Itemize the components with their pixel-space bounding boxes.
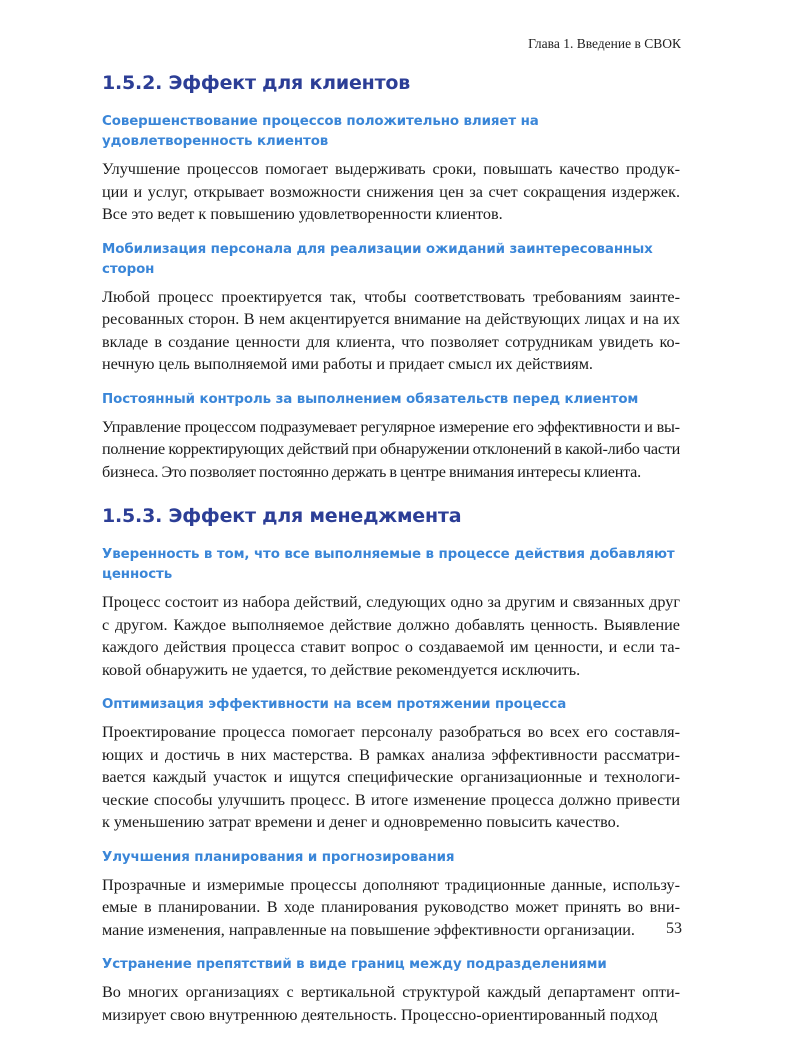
subsection-heading: Мобилизация персонала для реализации ожиданий заинтересованных сторон [102,241,653,277]
subsection-heading: Совершенствование процессов положительно влияет на удовлетворенность клиентов [102,114,539,149]
subsection-heading: Постоянный контроль за выполнением обязательств перед клиентом [102,391,639,407]
subsection-heading: Оптимизация эффективности на всем протяжении процесса [102,697,567,712]
subsection-heading: Устранение препятствий в виде границ между подразделениями [102,957,607,972]
page-number: 53 [666,920,682,937]
paragraph: Процесс состоит из набора действий, следующих одно за другим и связанных друг с другом. Каждое выполняемое действие должно добавлять ценность. Выявление каждого действия процесса ставит вопрос о создаваемой им ценности, и если таковой обнаружить не удается, то действие рекомендуется исключить. [102,593,680,679]
paragraph: Улучшение процессов помогает выдерживать сроки, повышать качество продукции и услуг, открывает возможности снижения цен за счет сокращения издержек. Все это ведет к повышению удовлетворенности клиентов. [102,160,680,223]
paragraph: Во многих организациях с вертикальной структурой каждый департамент оптимизирует свою внутреннюю деятельность. Процессно-ориентированный подход [102,983,680,1024]
paragraph: Прозрачные и измеримые процессы дополняют традиционные данные, используемые в планировании. В ходе планирования руководство может принять во внимание изменения, направленные на повышение эффективности организации. [102,875,680,939]
subsection-heading: Уверенность в том, что все выполняемые в процессе действия добавляют ценность [102,547,675,582]
paragraph: Любой процесс проектируется так, чтобы соответствовать требованиям заинтересованных сторон. В нем акцентируется внимание на действующих лицах и на их вкладе в создание ценности для клиента, что позволяет сотрудникам увидеть конечную цель выполняемой ими работы и придает смысл их действиям. [102,287,680,373]
subsection-heading: Улучшения планирования и прогнозирования [102,849,455,865]
paragraph: Управление процессом подразумевает регулярное измерение его эффективности и выполнение корректирующих действий при обнаружении отклонений в какой-либо части бизнеса. Это позволяет постоянно держать в центре внимания интересы клиента. [102,417,680,481]
page-content [102,70,680,1040]
section-title-management-effect: 1.5.3. Эффект для менеджмента [102,505,462,527]
paragraph: Проектирование процесса помогает персоналу разобраться во всех его составляющих и достичь в них мастерства. В рамках анализа эффективности рассматривается каждый участок и ищутся специфические организационные и технологические способы улучшить процесс. В итоге изменение процесса должно привести к уменьшению затрат времени и денег и одновременно повысить качество. [102,723,680,831]
running-head: Глава 1. Введение в СВОК [528,36,681,51]
section-title-client-effect: 1.5.2. Эффект для клиентов [102,72,411,94]
